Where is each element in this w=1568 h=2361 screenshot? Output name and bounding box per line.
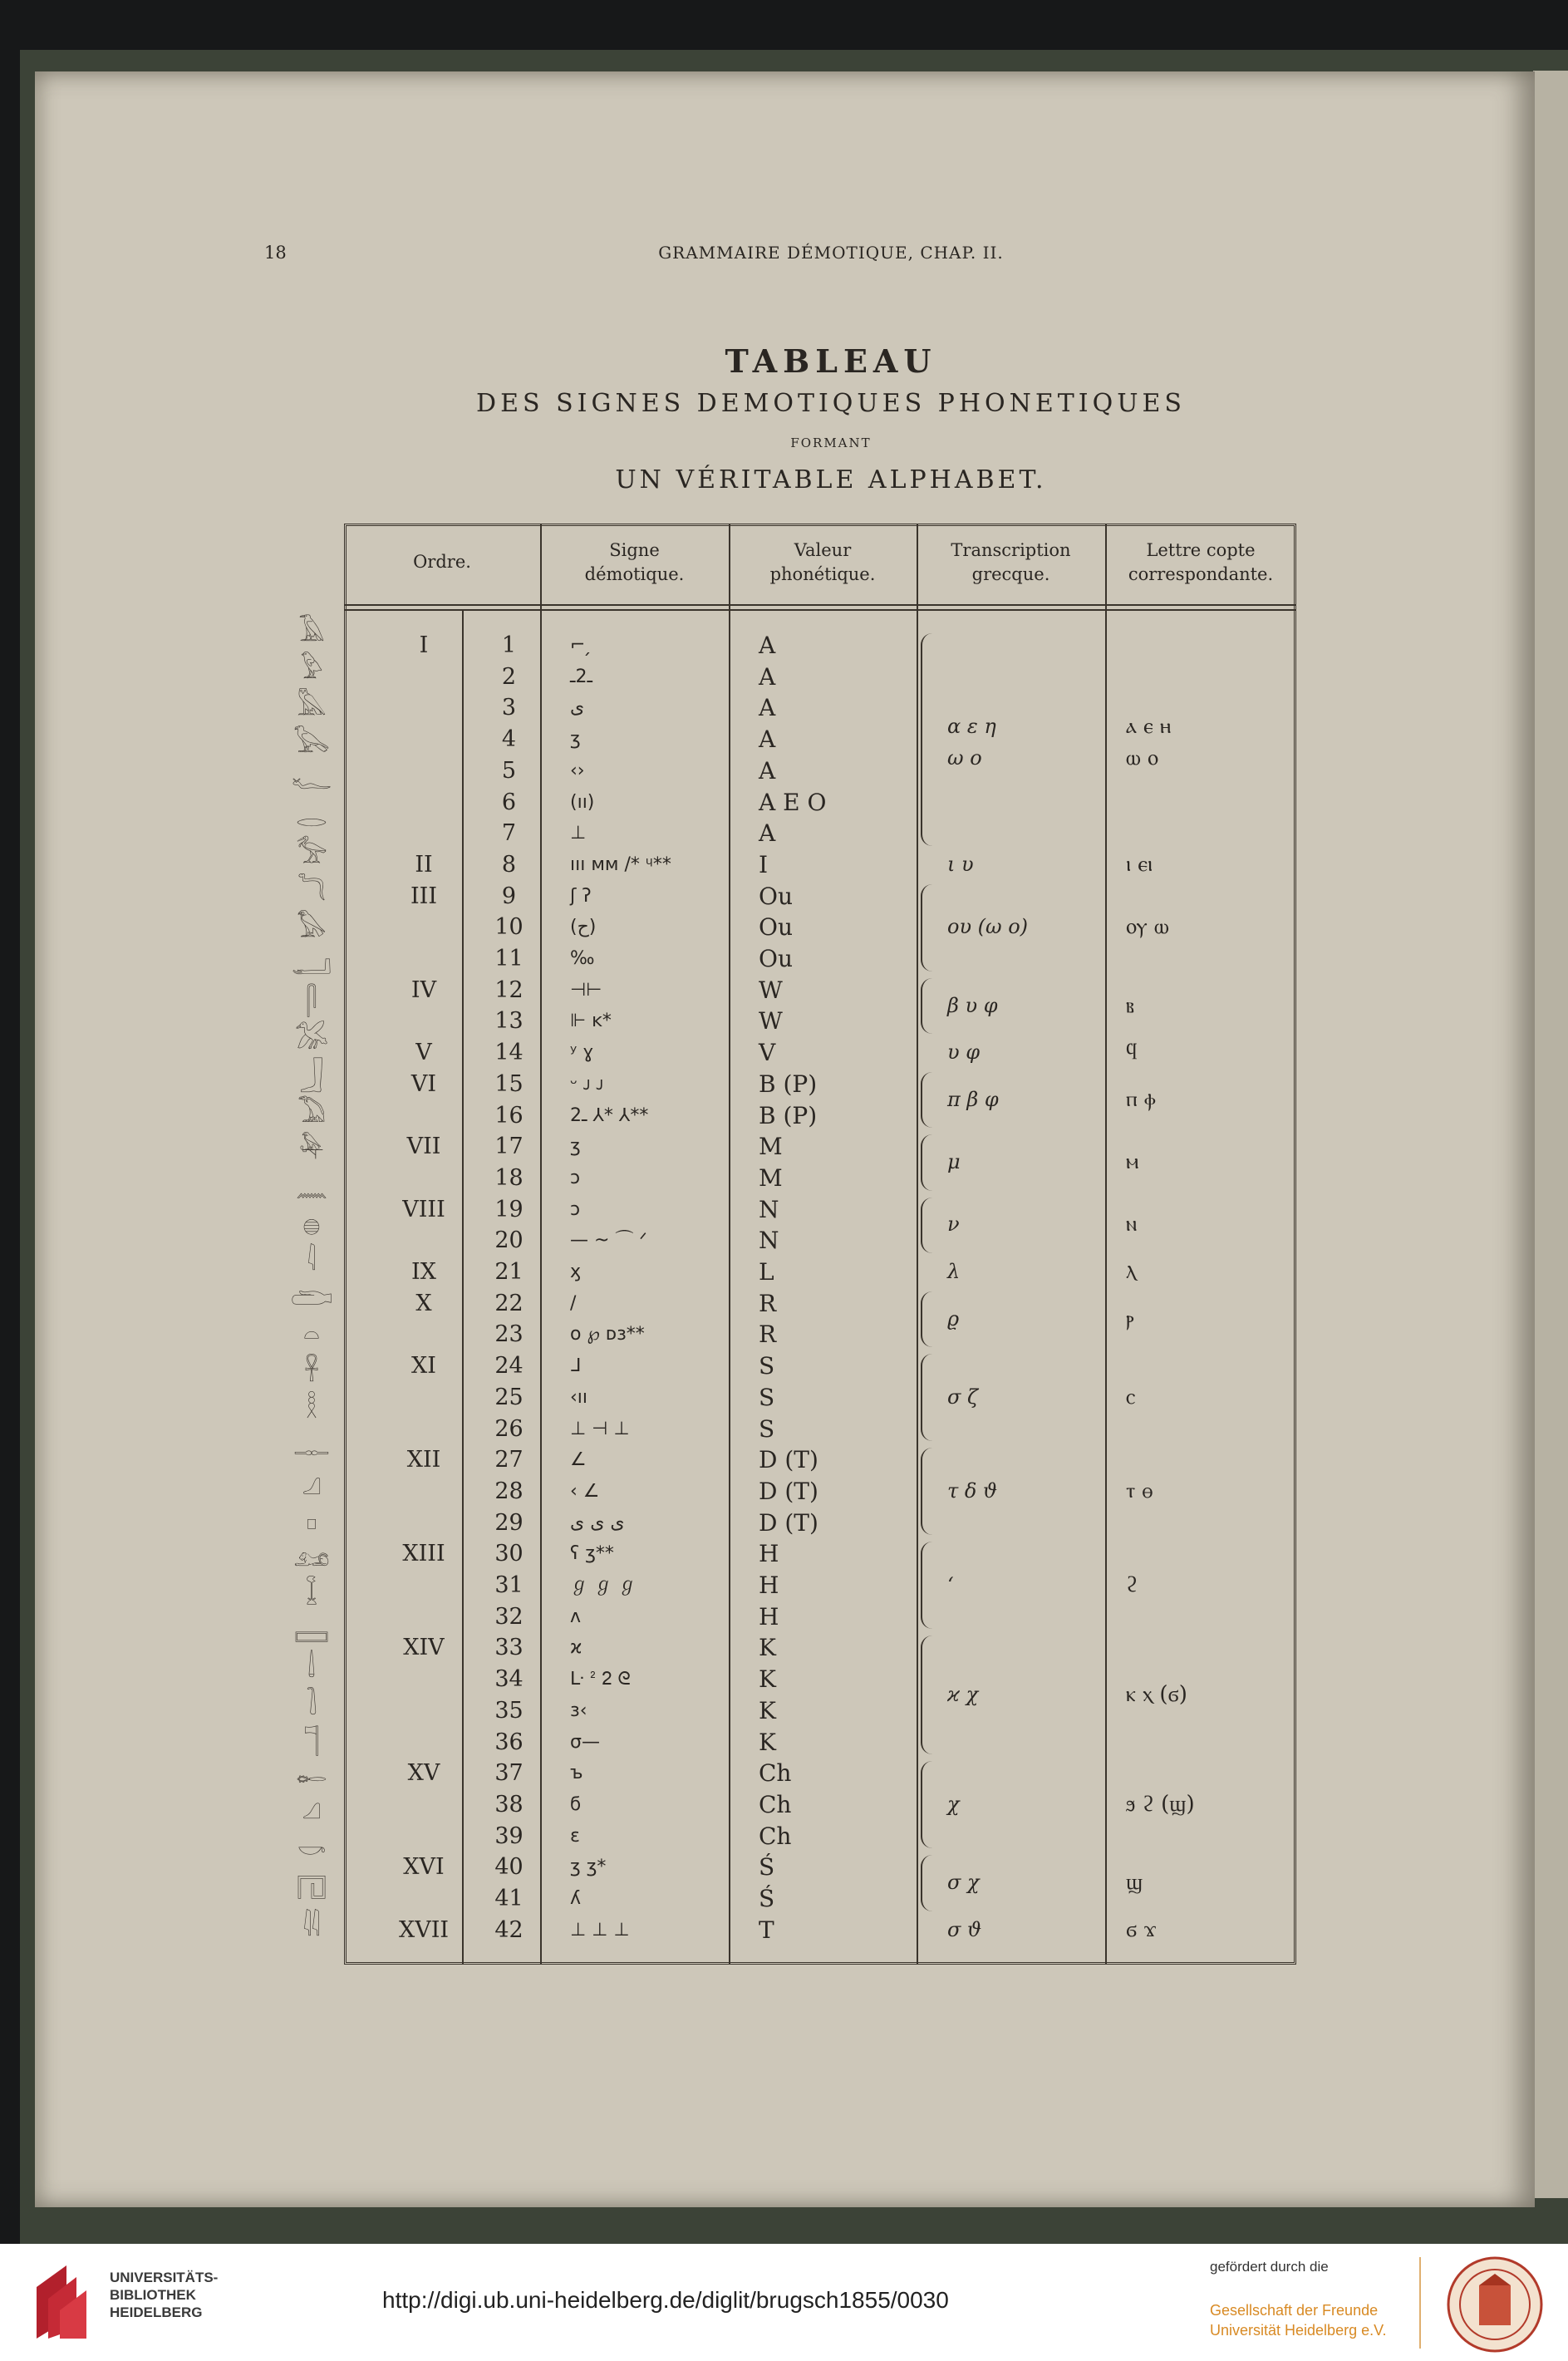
demotic-sign-cell: ııı ᴍᴍ /* ᶣ** [570,853,671,875]
ordre-cell: VI [410,1070,437,1097]
phonetic-value-cell: Ch [759,1822,792,1850]
phonetic-value-cell: A [759,756,776,785]
hieroglyph-sign: 𓊪 [306,1503,317,1535]
phonetic-value-cell: H [759,1602,779,1631]
number-cell: 16 [494,1102,523,1129]
hieroglyph-sign: 𓐍 [302,1208,321,1239]
coptic-letter: ⲧ ⲑ [1126,1478,1153,1503]
ordre-cell: V [415,1040,432,1066]
hieroglyph-sign: 𓉔 [297,1873,327,1905]
greek-transcription: σ ζ [947,1385,979,1409]
funding-note: gefördert durch die [1210,2259,1329,2275]
hieroglyph-margin [289,615,347,1961]
number-cell: 12 [494,976,523,1003]
number-cell: 32 [494,1603,523,1630]
phonetic-value-cell: B (P) [759,1101,818,1129]
phonetic-value-cell: A [759,726,776,754]
header-valeur: Valeur phonétique. [769,540,876,584]
coptic-letter: ϥ [1126,1040,1138,1065]
hieroglyph-sign: 𓄿 [298,616,325,647]
hieroglyph-sign: 𓂝 [291,948,332,981]
hieroglyph-sign: 𓈎 [302,1466,322,1498]
phonetic-value-cell: A [759,819,776,848]
coptic-letter: ⲣ [1126,1306,1134,1331]
coptic-letter: ⲛ [1126,1212,1138,1237]
phonetic-value-cell: M [759,1163,783,1192]
coptic-letter: ⲟⲩ ⲱ [1126,914,1169,940]
greek-transcription: τ δ ϑ [947,1478,998,1503]
ordre-cell: IX [411,1259,436,1285]
greek-transcription: β υ φ [947,993,998,1017]
number-cell: 39 [494,1822,523,1849]
hieroglyph-sign: 𓈖 [295,1170,328,1203]
subtitle-connector: FORMANT [790,435,872,450]
greek-transcription: λ [947,1260,961,1283]
demotic-sign-cell: ‰ [570,948,595,969]
library-logo-icon [33,2262,100,2342]
phonetic-value-cell: L [759,1258,774,1286]
demotic-sign-cell: ⊥ ⊥ ⊥ [570,1919,630,1940]
number-cell: 34 [494,1666,523,1693]
coptic-letter: ⲓ ⲉⲓ [1126,851,1153,877]
hieroglyph-sign: 𓂧 [290,1281,333,1313]
number-cell: 40 [494,1854,523,1881]
demotic-sign-cell: ʃ ʔ [570,885,592,907]
phonetic-value-cell: A [759,694,776,722]
demotic-sign-cell: ʒ [570,1136,581,1158]
phonetic-value-cell: N [759,1227,779,1255]
number-cell: 9 [501,883,517,909]
phonetic-value-cell: W [759,1007,783,1035]
number-cell: 4 [501,726,517,753]
demotic-sign-cell: ⊥ ⊣ ⊥ [570,1418,630,1439]
hieroglyph-sign: 𓅂 [293,726,330,759]
phonetic-value-cell: B (P) [759,1070,818,1098]
number-cell: 5 [501,757,517,784]
grouping-brace [921,1855,939,1911]
greek-transcription: ου (ω ο) [947,915,1029,939]
demotic-sign-cell: — ~ ⌒ ᐟ [570,1230,647,1252]
table-header-rule [344,604,1296,611]
greek-transcription: σ ϑ [947,1917,982,1941]
demotic-sign-cell: ъ [570,1763,583,1784]
running-head: GRAMMAIRE DÉMOTIQUE, CHAP. II. [658,243,1004,263]
phonetic-value-cell: H [759,1572,779,1599]
number-cell: 19 [494,1196,523,1222]
phonetic-value-cell: R [759,1289,777,1317]
number-cell: 23 [494,1321,523,1348]
greek-transcription: ν [947,1212,960,1237]
demotic-sign-cell: ‹ ∠ [570,1480,600,1502]
phonetic-value-cell: K [759,1728,776,1756]
column-divider [917,524,918,1965]
demotic-sign-cell: / [570,1292,577,1314]
hieroglyph-sign: 𓃀 [299,1060,324,1091]
number-cell: 13 [494,1008,523,1035]
demotic-sign-cell: o ℘ ᴅɜ** [570,1324,645,1345]
greek-transcription: ϰ χ [947,1682,979,1706]
coptic-letter: ϣ [1126,1870,1143,1896]
number-cell: 25 [494,1384,523,1410]
number-cell: 37 [494,1760,523,1787]
greek-transcription: ϱ [947,1306,960,1331]
coptic-letter: ⲃ [1126,992,1134,1018]
university-seal-icon [1446,2255,1544,2354]
demotic-sign-cell: ɛ [570,1825,580,1847]
number-cell: 22 [494,1290,523,1316]
number-cell: 31 [494,1572,523,1598]
demotic-sign-cell: ʌ [570,1606,582,1627]
ordre-cell: XI [411,1353,436,1380]
demotic-sign-cell: ᴐ [570,1198,581,1220]
demotic-sign-cell: ʒ [570,729,581,750]
coptic-letter: ⲥ [1126,1384,1136,1409]
greek-transcription: ω ο [947,745,982,770]
grouping-brace [921,1072,939,1128]
document-url[interactable]: http://digi.ub.uni-heidelberg.de/diglit/brugsch1855/0030 [382,2287,949,2313]
demotic-sign-cell: ɔ [570,1167,581,1188]
number-cell: 3 [501,695,517,721]
number-cell: 30 [494,1541,523,1567]
number-cell: 29 [494,1509,523,1536]
phonetic-value-cell: Ou [759,945,793,972]
grouping-brace [921,1635,939,1754]
phonetic-value-cell: Ou [759,913,793,942]
hieroglyph-sign: 𓅮 [294,1022,329,1055]
phonetic-value-cell: A [759,632,776,659]
coptic-letter: ⲙ [1126,1149,1139,1175]
number-cell: 14 [494,1040,523,1066]
number-cell: 42 [494,1916,523,1943]
coptic-letter: ϭ ϫ [1126,1916,1157,1942]
hieroglyph-sign: 𓊹 [303,1725,320,1757]
right-page-edge [1533,71,1568,2198]
phonetic-value-cell: W [759,976,783,1004]
header-transcription: Transcription grecque. [951,540,1071,584]
hieroglyph-sign: 𓊃 [293,1429,330,1461]
ordre-cell: XIII [402,1541,445,1567]
ordre-cell: XV [407,1760,440,1787]
coptic-letter: ⲡ ⲫ [1126,1086,1156,1112]
hieroglyph-sign: 𓄡 [296,1762,327,1794]
hieroglyph-sign: 𓅆 [299,1134,324,1165]
coptic-letter: ⲕ ⲭ (ϭ) [1126,1681,1187,1707]
number-cell: 8 [501,851,517,878]
number-cell: 21 [494,1259,523,1285]
grouping-brace [921,1761,939,1848]
ordre-cell: VIII [402,1196,445,1222]
number-cell: 36 [494,1729,523,1755]
phonetic-value-cell: T [759,1916,774,1944]
hieroglyph-sign: 𓅓 [297,690,327,721]
library-name: UNIVERSITÄTS- BIBLIOTHEK HEIDELBERG [110,2270,219,2320]
number-cell: 20 [494,1227,523,1254]
phonetic-value-cell: D (T) [759,1446,818,1474]
demotic-sign-cell: (ıı) [570,791,595,813]
greek-transcription: π β φ [947,1087,999,1111]
phonetic-value-cell: Ś [759,1885,775,1912]
number-cell: 6 [501,789,517,815]
header-signe: Signe démotique. [584,540,685,584]
phonetic-value-cell: A E O [759,788,827,816]
hieroglyph-sign: 𓎛 [305,1392,318,1424]
demotic-sign-cell: ᒧ [570,1355,582,1377]
ordre-cell: VII [406,1134,441,1160]
ordre-cell: II [415,851,433,878]
phonetic-value-cell: I [759,850,769,878]
number-cell: 15 [494,1070,523,1097]
number-cell: 26 [494,1415,523,1442]
hieroglyph-sign: 𓈙 [294,1614,329,1646]
ordre-cell: XVII [398,1916,450,1943]
phonetic-value-cell: Ch [759,1790,792,1818]
coptic-letter: ⲁ ⲉ ⲏ [1126,714,1172,740]
grouping-brace [921,1448,939,1535]
header-ordre: Ordre. [413,552,471,572]
demotic-sign-cell: ʒ ʒ* [570,1857,607,1878]
footer-divider [1419,2257,1421,2349]
ordre-cell: III [410,883,437,909]
number-cell: 11 [494,946,523,971]
demotic-sign-cell: (ح) [570,917,597,938]
demotic-sign-cell: ⊣⊢ [570,979,602,1001]
phonetic-value-cell: Ou [759,882,793,910]
demotic-sign-cell: ‹ıı [570,1386,588,1408]
number-cell: 27 [494,1447,523,1473]
hieroglyph-sign: 𓅃 [297,912,327,943]
coptic-letter: ϧ ϩ (ϣ) [1126,1791,1195,1817]
hieroglyph-sign: 𓅱 [300,652,323,685]
grouping-brace [921,1198,939,1253]
phonetic-value-cell: K [759,1665,776,1694]
demotic-sign-cell: σ— [570,1731,600,1753]
grouping-brace [921,1291,939,1347]
ordre-cell: XII [406,1447,441,1473]
hieroglyph-sign: 𓃭 [293,1540,330,1572]
phonetic-value-cell: K [759,1634,776,1662]
number-cell: 7 [501,820,517,847]
grouping-brace [921,1134,939,1190]
demotic-sign-cell: ∠ [570,1449,587,1471]
footer-bar [0,2244,1568,2361]
demotic-sign-cell: ӽ [570,1262,582,1282]
phonetic-value-cell: M [759,1133,783,1161]
greek-transcription: μ [947,1150,961,1174]
phonetic-value-cell: V [759,1039,776,1067]
ordre-cell: XIV [403,1635,445,1661]
demotic-sign-cell: ﻯ ﻯ ﻯ [570,1512,625,1533]
grouping-brace [921,633,939,846]
phonetic-value-cell: R [759,1321,777,1349]
demotic-sign-cell: ⌐ ̗ [570,635,592,656]
greek-transcription: χ [947,1792,960,1816]
hieroglyph-sign: 𓇋 [307,1244,317,1276]
coptic-letter: ⲱ ⲟ [1126,745,1158,770]
grouping-brace [921,1542,939,1629]
greek-transcription: υ φ [947,1040,981,1065]
demotic-sign-cell: ɜ‹ [570,1699,587,1721]
hieroglyph-sign: 𓋹 [304,1355,319,1387]
coptic-letter: ϩ [1126,1572,1138,1597]
number-cell: 17 [494,1134,523,1160]
hieroglyph-sign: 𓍘 [306,1688,317,1720]
ordre-cell: I [419,632,429,658]
demotic-sign-cell: ℊ ℊ ℊ [570,1575,637,1596]
hieroglyph-sign: 𓂋 [296,800,327,833]
phonetic-value-cell: S [759,1352,775,1380]
hieroglyph-sign: 𓋴 [306,986,317,1017]
number-cell: 33 [494,1635,523,1661]
phonetic-value-cell: N [759,1195,779,1223]
demotic-sign-cell: ⊩ ĸ* [570,1011,612,1032]
hieroglyph-sign: 𓏘 [302,1799,322,1831]
phonetic-value-cell: D (T) [759,1508,818,1537]
ordre-cell: X [415,1290,432,1316]
hieroglyph-sign: 𓏏 [302,1318,321,1350]
demotic-sign-cell: ﻯ [570,697,585,719]
grouping-brace [921,978,939,1034]
hieroglyph-sign: 𓆓 [297,874,327,907]
hieroglyph-sign: 𓇌 [302,1910,321,1942]
greek-transcription: α ε η [947,715,996,739]
page-number: 18 [264,243,287,263]
phonetic-value-cell: S [759,1383,775,1411]
page-subtitle: DES SIGNES DEMOTIQUES PHONETIQUES [476,389,1186,418]
demotic-sign-cell: ʕ ʒ** [570,1543,614,1565]
page-subtitle-2: UN VÉRITABLE ALPHABET. [615,465,1047,494]
hieroglyph-sign: 𓅐 [297,1096,326,1129]
phonetic-value-cell: Ch [759,1759,792,1788]
grouping-brace [921,1354,939,1441]
phonetic-value-cell: A [759,662,776,691]
number-cell: 18 [494,1164,523,1191]
phonetic-value-cell: K [759,1696,776,1724]
number-cell: 2 [501,663,517,690]
number-cell: 28 [494,1478,523,1504]
header-lettre-copte: Lettre copte correspondante. [1128,540,1274,584]
demotic-sign-cell: ϭ [570,1793,582,1815]
demotic-sign-cell: ϰ [570,1637,582,1659]
column-divider [1105,524,1107,1965]
number-cell: 1 [501,632,517,658]
demotic-sign-cell: ‹› [570,760,585,781]
phonetic-value-cell: S [759,1414,775,1443]
number-cell: 35 [494,1697,523,1724]
demotic-sign-cell: ʎ [570,1888,582,1909]
demotic-sign-cell: ـ2 ⅄* ⅄** [570,1104,649,1126]
number-cell: 24 [494,1353,523,1380]
hieroglyph-sign: 𓌃 [307,1651,316,1683]
phonetic-value-cell: D (T) [759,1477,818,1505]
demotic-sign-cell: ⊥ [570,823,587,844]
society-name: Gesellschaft der Freunde Universität Heidelberg e.V. [1210,2302,1387,2339]
demotic-sign-cell: ᒷ ᒾ ᒿ ᘓ [570,1669,631,1690]
number-cell: 41 [494,1886,523,1911]
ordre-cell: XVI [403,1854,445,1881]
hieroglyph-sign: 𓆑 [291,764,332,795]
hieroglyph-sign: 𓎡 [297,1836,327,1868]
hieroglyph-sign: 𓅡 [296,838,327,869]
greek-transcription: ‘ [947,1573,954,1596]
grouping-brace [921,884,939,971]
phonetic-value-cell: Ś [759,1853,775,1881]
phonetic-value-cell: H [759,1540,779,1568]
ordre-cell: IV [410,976,437,1003]
number-cell: 38 [494,1791,523,1817]
demotic-sign-cell: ᵕ ᴊ ᴊ [570,1073,604,1094]
greek-transcription: σ χ [947,1871,980,1895]
greek-transcription: ι υ [947,852,974,876]
coptic-letter: ⲗ [1126,1259,1137,1284]
hieroglyph-sign: 𓆼 [305,1577,318,1609]
demotic-sign-cell: ـ2ـ [570,666,592,687]
page-title: TABLEAU [725,342,937,380]
number-cell: 10 [494,914,523,941]
demotic-sign-cell: ʸ ɣ [570,1042,594,1064]
